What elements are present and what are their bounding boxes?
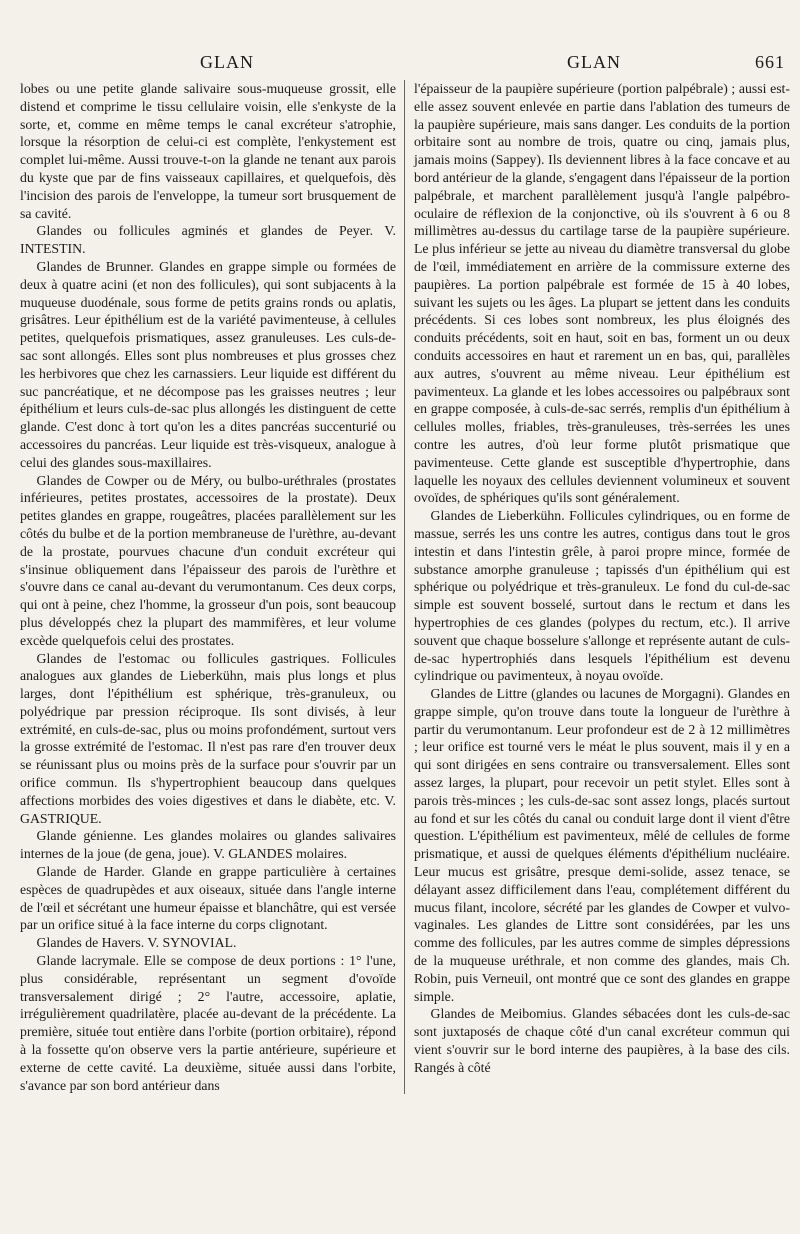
paragraph: l'épaisseur de la paupière supérieure (portion palpébrale) ; aussi est-elle assez souvent enlevée en partie dans l'ablation des tumeurs de la paupière supérieure, mais sans danger. Les conduits de la portion orbitaire sont au nombre de trois, quatre ou cinq, jamais plus, jamais moins (Sappey). Ils deviennent libres à la face concave et au bord antérieur de la glande, s'engagent dans l'épaisseur de la portion palpébrale, et marchent parallèlement jusqu'à l'angle palpébro-oculaire de réflexion de la conjonctive, où ils s'ouvrent à 6 ou 8 millimètres au-dessus du cartilage tarse de la paupière supérieure. Le plus inférieur se jette au niveau du diamètre transversal du globe de l'œil, immédiatement en arrière de la commissure externe des paupières. La portion palpébrale est formée de 15 à 40 lobes, suivant les sujets ou les âges. La plupart se jettent dans les conduits précédents. Si ces lobes sont nombreux, les plus éloignés des conduits précédents, soit en haut, soit en bas, forment un ou deux conduits accessoires en haut et rarement un en bas, qui, parallèles aux autres, s'ouvrent au même niveau. Leur épithélium est pavimenteux. La glande et les lobes accessoires ou palpébraux sont en grappe composée, à culs-de-sac serrés, remplis d'un épithélium à cellules molles, friables, très-granuleuses, très-serrées les unes contre les autres, d'où leur forme plutôt prismatique que pavimenteuse. Cette glande est susceptible d'hypertrophie, dans laquelle les noyaux des cellules deviennent volumineux et souvent ovoïdes, de sphériques qu'ils sont généralement.: [414, 81, 790, 506]
left-running-title: GLAN: [200, 52, 254, 72]
right-running-title: GLAN: [567, 52, 621, 72]
running-header: [0, 52, 800, 78]
paragraph: Glandes de Littre (glandes ou lacunes de Morgagni). Glandes en grappe simple, qu'on trouve dans toute la longueur de l'urèthre à partir du verumontanum. Leur profondeur est de 2 à 12 millimètres ; leur orifice est tourné vers le méat le plus souvent, mais il y en a qui sont dirigées en sens contraire ou transversalement. Elles sont assez larges, la plupart, pour recevoir un petit stylet. Elles sont à parois très-minces ; les culs-de-sac sont assez longs, placés surtout au fond et sur les côtés du canal ou conduit large dont il vient d'être question. L'épithélium est pavimenteux, mêlé de cellules de forme prismatique, et aussi de quelques éléments d'épithélium nucléaire. Leur mucus est grisâtre, presque demi-solide, assez tenace, se délayant assez difficilement dans l'eau, complétement différent du mucus filant, incolore, sécrété par les glandes de Cowper et vulvo-vaginales. Les glandes de Littre sont considérées, par les uns comme des follicules, par les autres comme de simples dépressions de la muqueuse uréthrale, et non comme des glandes, mais Ch. Robin, puis Verneuil, ont montré que ce sont des glandes en grappe simple.: [414, 686, 790, 1004]
left-column: [20, 80, 405, 1094]
paragraph: Glandes de Lieberkühn. Follicules cylindriques, ou en forme de massue, serrés les uns contre les autres, contigus dans tout le gros intestin et dans l'intestin grêle, à paroi propre mince, formée de substance amorphe granuleuse ; tapissés d'un épithélium qui est sphérique ou polyédrique et très-granuleux. Le fond du cul-de-sac simple est souvent bosselé, surtout dans le rectum et dans les hypertrophies de ces glandes (polypes du rectum, etc.). Il arrive souvent que chaque bosselure s'allonge et représente autant de culs-de-sac hypertrophiés dans lesquels l'épithélium est devenu cylindrique ou pavimenteux, à noyau ovoïde.: [414, 508, 790, 684]
paragraph: Glandes ou follicules agminés et glandes de Peyer. V. INTESTIN.: [20, 223, 396, 257]
paragraph: Glande lacrymale. Elle se compose de deux portions : 1° l'une, plus considérable, représentant un segment d'ovoïde transversalement dirigé ; 2° l'autre, accessoire, aplatie, irrégulièrement quadrilatère, placée au-devant de la précédente. La première, située tout entière dans l'orbite (portion orbitaire), répond à la fossette qu'on observe vers la partie antérieure, supérieure et externe de cette cavité. La deuxième, située aussi dans l'orbite, s'avance par son bord antérieur dans: [20, 953, 396, 1093]
paragraph: Glandes de Havers. V. SYNOVIAL.: [36, 935, 237, 951]
paragraph: Glandes de Cowper ou de Méry, ou bulbo-uréthrales (prostates inférieures, petites prostates, accessoires de la prostate). Deux petites glandes en grappe, rougeâtres, placées parallèlement sur les côtés du bulbe et de la portion membraneuse de l'urèthre, au-devant de la prostate, pourvues chacune d'un conduit excréteur qui s'insinue obliquement dans l'épaisseur des parois de l'urèthre et s'ouvre dans ce canal au-devant du verumontanum. Ces deux corps, qui ont à peine, chez l'homme, la grosseur d'un pois, sont beaucoup plus développés chez la plupart des mammifères, et leur volume excède quelquefois celui des prostates.: [20, 472, 396, 648]
paragraph: Glande génienne. Les glandes molaires ou glandes salivaires internes de la joue (de gena, joue). V. GLANDES molaires.: [20, 828, 396, 862]
page-number: 661: [755, 52, 785, 72]
paragraph: lobes ou une petite glande salivaire sous-muqueuse grossit, elle distend et comprime le tissu cellulaire voisin, elle s'enkyste de la sorte, et, comme en même temps le canal excréteur s'atrophie, lorsque la résorption de celui-ci est complète, l'enkystement est complet lui-même. Aussi trouve-t-on la glande ne tenant aux parois du kyste que par de fins vaisseaux capillaires, et quelquefois, dès l'incision des parois de l'enveloppe, la tumeur sort brusquement de sa cavité.: [20, 81, 396, 221]
paragraph: Glandes de l'estomac ou follicules gastriques. Follicules analogues aux glandes de Lieberkühn, mais plus longs et plus larges, dont l'épithélium est sphérique, très-granuleux, ou polyédrique par pression réciproque. Ils sont divisés, à leur extrémité, en culs-de-sac, plus ou moins profondément, surtout vers la grosse extrémité de l'estomac. Il n'est pas rare d'en trouver deux se réunissant plus ou moins près de la surface pour s'ouvrir par un orifice commun. Ils s'hypertrophient beaucoup dans quelques affections morbides des voies digestives et dans le diabète, etc. V. GASTRIQUE.: [20, 650, 396, 826]
paragraph: Glandes de Brunner. Glandes en grappe simple ou formées de deux à quatre acini (et non des follicules), qui sont subjacents à la muqueuse duodénale, sous forme de petits grains ronds ou aplatis, grisâtres. Leur épithélium est de la variété pavimenteuse, à cellules petites, quelquefois prismatiques, assez granuleuses. Les culs-de-sac sont allongés. Elles sont plus nombreuses et plus grosses chez les herbivores que chez les carnassiers. Leur liquide est différent du suc pancréatique, et ne décompose pas les graisses neutres ; leur épithélium et leurs culs-de-sac plus allongés les distinguent de cette glande. C'est donc à tort qu'on les a dites pancréas succenturié ou accessoires du pancréas. Leur liquide est très-visqueux, analogue à celui des glandes sous-maxillaires.: [20, 258, 396, 470]
right-column: [414, 80, 790, 1077]
paragraph: Glande de Harder. Glande en grappe particulière à certaines espèces de quadrupèdes et aux oiseaux, située dans l'angle interne de l'œil et sécrétant une humeur épaisse et blanchâtre, qui est versée par un orifice situé à la face interne du corps clignotant.: [20, 864, 396, 933]
paragraph: Glandes de Meibomius. Glandes sébacées dont les culs-de-sac sont juxtaposés de chaque côté d'un canal excréteur commun qui vient s'ouvrir sur le bord interne des paupières, à la base des cils. Rangés à côté: [414, 1006, 790, 1075]
